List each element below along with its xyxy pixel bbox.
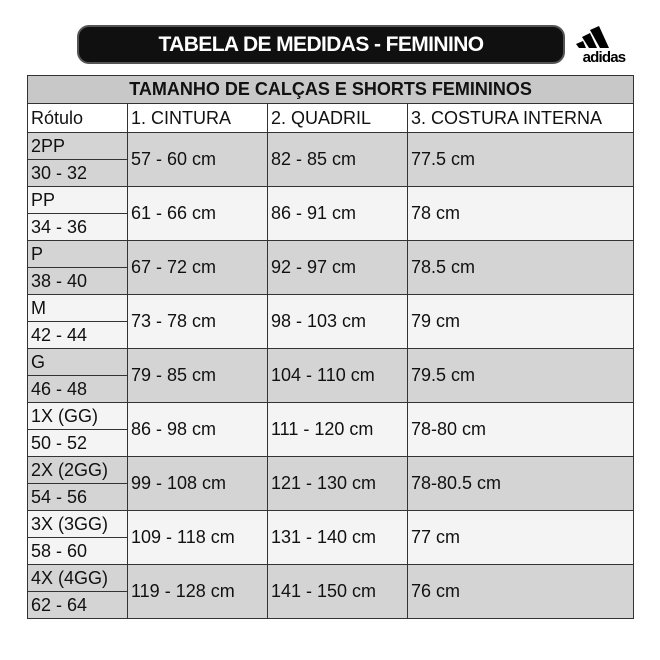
table-row (28, 133, 634, 160)
size-label-cell: 4X (4GG) (28, 565, 128, 592)
quadril-cell: 92 - 97 cm (268, 241, 408, 295)
table-title: TAMANHO DE CALÇAS E SHORTS FEMININOS (28, 76, 634, 104)
size-table (27, 75, 634, 619)
column-header-quadril: 2. QUADRIL (268, 104, 408, 133)
quadril-cell: 111 - 120 cm (268, 403, 408, 457)
size-label-cell: M (28, 295, 128, 322)
costura-cell: 77 cm (408, 511, 634, 565)
size-range-cell: 62 - 64 (28, 592, 128, 619)
adidas-performance-logo-icon (573, 26, 635, 50)
cintura-cell: 99 - 108 cm (128, 457, 268, 511)
costura-cell: 78.5 cm (408, 241, 634, 295)
table-row (28, 403, 634, 430)
column-header-costura: 3. COSTURA INTERNA (408, 104, 634, 133)
cintura-cell: 57 - 60 cm (128, 133, 268, 187)
costura-cell: 79.5 cm (408, 349, 634, 403)
cintura-cell: 86 - 98 cm (128, 403, 268, 457)
cintura-cell: 109 - 118 cm (128, 511, 268, 565)
table-row (28, 295, 634, 322)
costura-cell: 78 cm (408, 187, 634, 241)
size-label-cell: PP (28, 187, 128, 214)
size-label-cell: 2PP (28, 133, 128, 160)
cintura-cell: 119 - 128 cm (128, 565, 268, 619)
table-row (28, 511, 634, 538)
quadril-cell: 131 - 140 cm (268, 511, 408, 565)
costura-cell: 76 cm (408, 565, 634, 619)
size-label-cell: 3X (3GG) (28, 511, 128, 538)
cintura-cell: 61 - 66 cm (128, 187, 268, 241)
table-row (28, 565, 634, 592)
size-range-cell: 58 - 60 (28, 538, 128, 565)
cintura-cell: 67 - 72 cm (128, 241, 268, 295)
costura-cell: 77.5 cm (408, 133, 634, 187)
cintura-cell: 73 - 78 cm (128, 295, 268, 349)
table-row (28, 457, 634, 484)
quadril-cell: 104 - 110 cm (268, 349, 408, 403)
table-row (28, 241, 634, 268)
size-range-cell: 54 - 56 (28, 484, 128, 511)
quadril-cell: 98 - 103 cm (268, 295, 408, 349)
table-header-row (28, 104, 634, 133)
size-label-cell: G (28, 349, 128, 376)
size-range-cell: 38 - 40 (28, 268, 128, 295)
cintura-cell: 79 - 85 cm (128, 349, 268, 403)
column-header-cintura: 1. CINTURA (128, 104, 268, 133)
quadril-cell: 82 - 85 cm (268, 133, 408, 187)
quadril-cell: 121 - 130 cm (268, 457, 408, 511)
quadril-cell: 86 - 91 cm (268, 187, 408, 241)
brand-wordmark: adidas (582, 49, 626, 66)
page-title: TABELA DE MEDIDAS - FEMININO (158, 32, 484, 56)
costura-cell: 79 cm (408, 295, 634, 349)
column-header-label: Rótulo (28, 104, 128, 133)
brand-logo (573, 26, 635, 66)
size-label-cell: P (28, 241, 128, 268)
size-label-cell: 1X (GG) (28, 403, 128, 430)
size-label-cell: 2X (2GG) (28, 457, 128, 484)
table-row (28, 349, 634, 376)
size-range-cell: 46 - 48 (28, 376, 128, 403)
size-range-cell: 42 - 44 (28, 322, 128, 349)
costura-cell: 78-80 cm (408, 403, 634, 457)
costura-cell: 78-80.5 cm (408, 457, 634, 511)
size-range-cell: 34 - 36 (28, 214, 128, 241)
table-row (28, 187, 634, 214)
page-title-banner (77, 25, 565, 64)
size-range-cell: 50 - 52 (28, 430, 128, 457)
size-range-cell: 30 - 32 (28, 160, 128, 187)
quadril-cell: 141 - 150 cm (268, 565, 408, 619)
